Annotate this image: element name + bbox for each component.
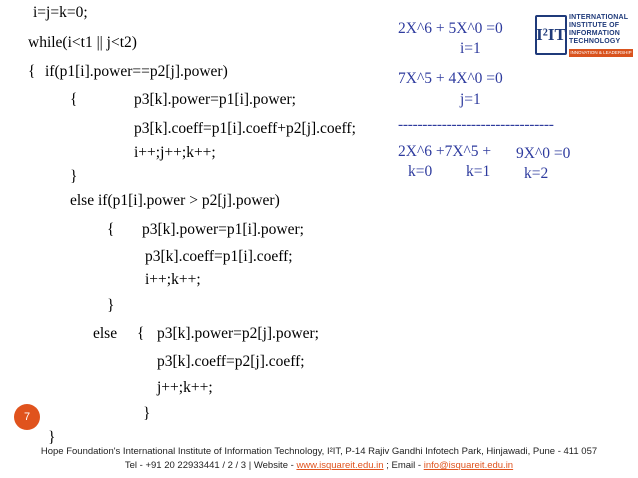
logo-line-2: INSTITUTE OF: [569, 22, 620, 29]
code-line: }: [107, 297, 115, 314]
code-line: j++;k++;: [157, 379, 213, 396]
footer-contact: [0, 460, 638, 471]
code-line: }: [48, 429, 56, 446]
page-number-badge: 7: [14, 404, 40, 430]
code-line: p3[k].power=p1[i].power;: [134, 91, 296, 108]
website-link[interactable]: www.isquareit.edu.in: [296, 460, 384, 471]
logo-tagline: INNOVATION & LEADERSHIP: [570, 50, 632, 55]
poly2-expression: 7X^5 + 4X^0 =0: [398, 70, 503, 87]
code-line: {: [70, 91, 78, 108]
code-line: {: [137, 325, 145, 342]
code-line: if(p1[i].power==p2[j].power): [45, 63, 228, 80]
poly1-index: i=1: [460, 40, 481, 57]
result-index-k1: k=1: [466, 163, 491, 180]
logo-line-3: INFORMATION: [569, 30, 621, 37]
institute-logo: [533, 12, 633, 60]
code-line: p3[k].coeff=p1[i].coeff;: [145, 248, 293, 265]
code-line: p3[k].coeff=p2[j].coeff;: [157, 353, 305, 370]
code-line: p3[k].power=p2[j].power;: [157, 325, 319, 342]
result-index-k2: k=2: [524, 165, 549, 182]
result-expression-part2: 9X^0 =0: [516, 145, 571, 162]
logo-line-1: INTERNATIONAL: [569, 14, 629, 21]
poly2-index: j=1: [460, 91, 481, 108]
code-line: else if(p1[i].power > p2[j].power): [70, 192, 280, 209]
code-line: i++;k++;: [145, 271, 201, 288]
result-index-k0: k=0: [408, 163, 433, 180]
logo-mark: I²IT: [535, 15, 567, 55]
poly1-expression: 2X^6 + 5X^0 =0: [398, 20, 503, 37]
footer-phone-text: Tel - +91 20 22933441 / 2 / 3 | Website -: [124, 460, 297, 471]
footer-address: Hope Foundation's International Institute of Information Technology, I²IT, P-14 Rajiv Gandhi Infotech Park, Hinjawadi, Pune - 411 057: [40, 446, 598, 457]
code-line: else: [93, 325, 118, 342]
email-link[interactable]: info@isquareit.edu.in: [423, 460, 514, 471]
separator-line: --------------------------------: [398, 116, 554, 133]
logo-text: [569, 14, 628, 46]
code-line: while(i<t1 || j<t2): [28, 34, 137, 51]
result-expression-part1: 2X^6 +7X^5 +: [398, 143, 492, 160]
footer-email-label: ; Email -: [383, 460, 424, 471]
code-line: p3[k].power=p1[i].power;: [142, 221, 304, 238]
code-line: }: [143, 405, 151, 422]
code-line: i=j=k=0;: [33, 4, 88, 21]
code-line: i++;j++;k++;: [134, 144, 216, 161]
logo-line-4: TECHNOLOGY: [569, 38, 621, 45]
code-line: }: [70, 168, 78, 185]
code-line: {: [107, 221, 115, 238]
code-line: p3[k].coeff=p1[i].coeff+p2[j].coeff;: [134, 120, 356, 137]
code-line: {: [28, 63, 36, 80]
